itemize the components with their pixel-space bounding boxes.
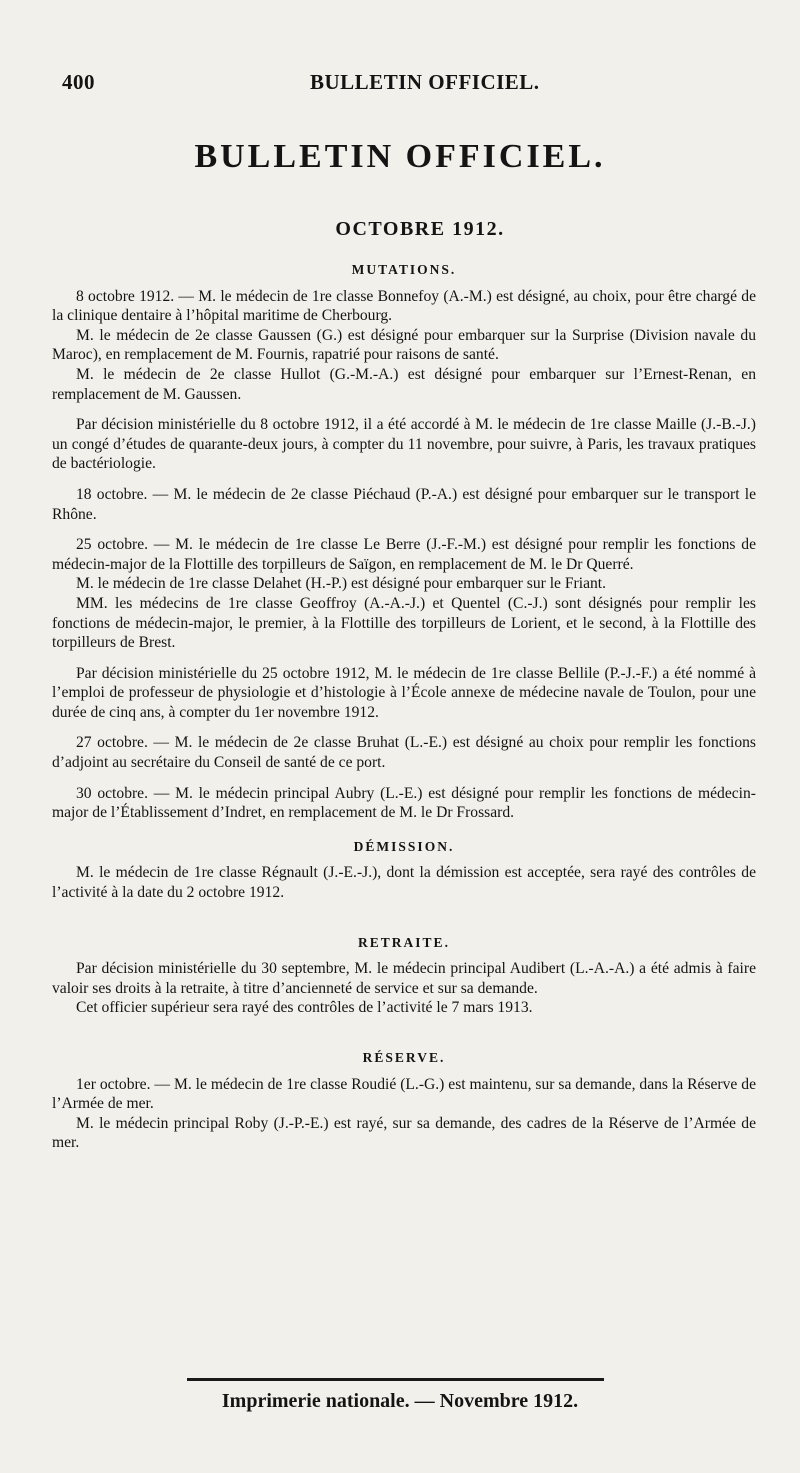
paragraph: Par décision ministérielle du 30 septembre, M. le médecin principal Audibert (L.-A.-A.) a été admis à faire valoir ses droits à la retraite, à titre d’ancienneté de service et sur sa demande.	[52, 960, 756, 997]
document-body	[52, 260, 756, 1153]
paragraph: M. le médecin de 2e classe Hullot (G.-M.-A.) est désigné pour embarquer sur l’Ernest-Renan, en remplacement de M. Gaussen.	[52, 365, 756, 403]
paragraph: M. le médecin principal Roby (J.-P.-E.) est rayé, sur sa demande, des cadres de la Réserve de l’Armée de mer.	[52, 1114, 756, 1152]
paragraph: Par décision ministérielle du 25 octobre 1912, M. le médecin de 1re classe Bellile (P.-J.-F.) a été nommé à l’emploi de professeur de physiologie et d’histologie à l’École annexe de médecine navale de Toulon, pour une durée de cinq ans, à compter du 1er novembre 1912.	[52, 664, 756, 721]
paragraph: 1er octobre. — M. le médecin de 1re classe Roudié (L.-G.) est maintenu, sur sa demande, dans la Réserve de l’Armée de mer.	[52, 1075, 756, 1113]
paragraph: M. le médecin de 1re classe Régnault (J.-E.-J.), dont la démission est acceptée, sera rayé des contrôles de l’activité à la date du 2 octobre 1912.	[52, 864, 756, 902]
paragraph: 8 octobre 1912. — M. le médecin de 1re classe Bonnefoy (A.-M.) est désigné, au choix, pour être chargé de la clinique dentaire à l’hôpital maritime de Cherbourg.	[52, 287, 756, 325]
paragraph: M. le médecin de 1re classe Delahet (H.-P.) est désigné pour embarquer sur le Friant.	[76, 575, 607, 593]
paragraph: Par décision ministérielle du 8 octobre 1912, il a été accordé à M. le médecin de 1re classe Maille (J.-B.-J.) un congé d’études de quarante-deux jours, à compter du 11 novembre, pour suivre, à Paris, les travaux pratiques de bactériologie.	[52, 416, 756, 473]
section-heading-mutations: MUTATIONS.	[351, 262, 457, 277]
paragraph: 27 octobre. — M. le médecin de 2e classe Bruhat (L.-E.) est désigné au choix pour remplir les fonctions d’adjoint au secrétaire du Conseil de santé de ce port.	[52, 734, 756, 772]
paragraph: 30 octobre. — M. le médecin principal Aubry (L.-E.) est désigné pour remplir les fonctions de médecin-major de l’Établissement d’Indret, en remplacement de M. le Dr Frossard.	[52, 784, 756, 822]
month-heading: OCTOBRE 1912.	[335, 218, 505, 240]
section-heading-demission: DÉMISSION.	[353, 838, 455, 854]
page-title: BULLETIN OFFICIEL.	[194, 138, 606, 175]
running-title: BULLETIN OFFICIEL.	[310, 70, 540, 94]
imprint-line: Imprimerie nationale. — Novembre 1912.	[221, 1390, 579, 1412]
paragraph: 25 octobre. — M. le médecin de 1re classe Le Berre (J.-F.-M.) est désigné pour remplir les fonctions de médecin-major de la Flottille des torpilleurs de Saïgon, en remplacement de M. le Dr Querré.	[52, 536, 756, 573]
footer-rule	[187, 1378, 604, 1381]
paragraph: M. le médecin de 2e classe Gaussen (G.) est désigné pour embarquer sur la Surprise (Division navale du Maroc), en remplacement de M. Fournis, rapatrié pour raisons de santé.	[52, 326, 756, 364]
paragraph: MM. les médecins de 1re classe Geoffroy (A.-A.-J.) et Quentel (C.-J.) sont désignés pour remplir les fonctions de médecin-major, le premier, à la Flottille des torpilleurs de Lorient, et le second, à la Flottille des torpilleurs de Brest.	[52, 594, 756, 652]
running-header	[62, 70, 740, 100]
paragraph: 18 octobre. — M. le médecin de 2e classe Piéchaud (P.-A.) est désigné pour embarquer sur le transport le Rhône.	[52, 485, 756, 523]
page-number: 400	[62, 70, 95, 94]
section-heading-retraite: RETRAITE.	[358, 934, 450, 950]
section-heading-reserve: RÉSERVE.	[362, 1050, 446, 1065]
paragraph: Cet officier supérieur sera rayé des contrôles de l’activité le 7 mars 1913.	[76, 999, 533, 1017]
